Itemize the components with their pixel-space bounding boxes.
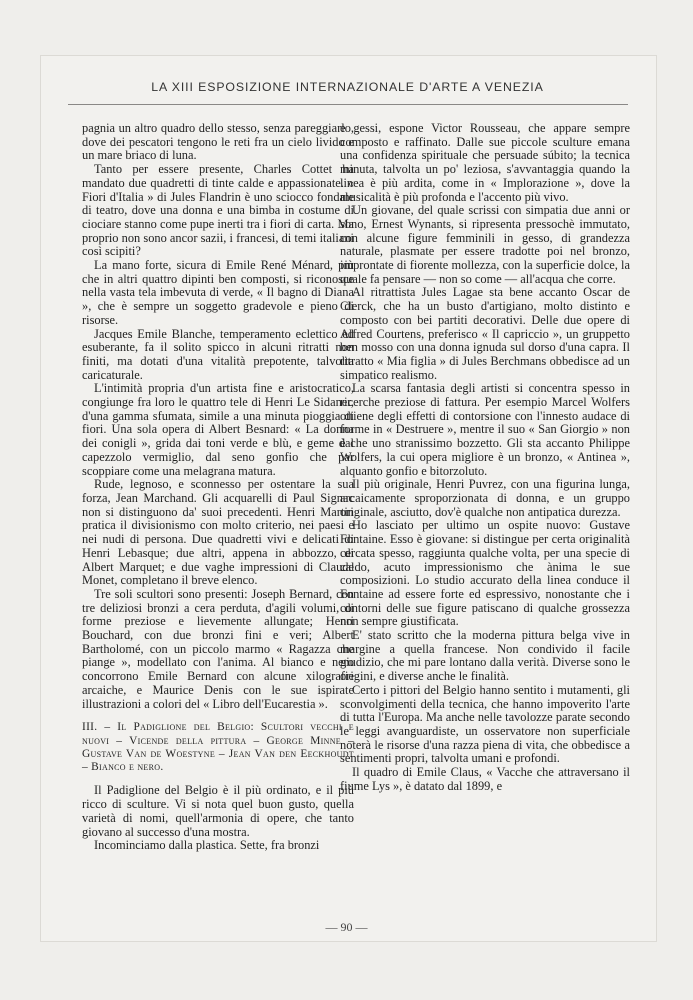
paragraph: Incominciamo dalla plastica. Sette, fra bronzi (94, 838, 320, 853)
paragraph: L'intimità propria d'un artista fine e aristocratico, congiunge fra loro le quattro tele di Henri Le Sidaner, d'una gamma sfumata, simile a una minuta pioggia di fiori. Una sola opera di Albert Besnard: « La donna dei conigli », grida dai toni verde e blù, e geme dal capezzolo vermiglio, dal seno gonfio che par scoppiare come una melagrana matura. (82, 381, 354, 478)
paragraph: Il più originale, Henri Puvrez, con una figurina lunga, arcaicamente sproporzionata di donna, e un gruppo originale, asciutto, dov'è qualche non antipatica durezza. (340, 477, 630, 519)
running-header: LA XIII ESPOSIZIONE INTERNAZIONALE D'ARTE A VENEZIA (151, 80, 544, 94)
left-column (82, 122, 354, 853)
page-number: — 90 — (325, 920, 368, 934)
paragraph: E' stato scritto che la moderna pittura belga vive in margine a quella francese. Non condivido il facile giudizio, che mi pare lontano dalla verità. Diverse sono le origini, e diverse anche le finalità. (340, 628, 630, 684)
right-column (340, 122, 630, 793)
paragraph: Un giovane, del quale scrissi con simpatia due anni or sono, Ernest Wynants, si ripresenta pressochè immutato, con alcune figure femminili in gesso, di grandezza naturale, plasmate per essere tradotte poi nel bronzo, improntate di fiorente mollezza, con la superficie dolce, la quale fa pensare — non so come — all'acqua che corre. (340, 203, 630, 286)
paragraph: Il quadro di Emile Claus, « Vacche che attraversano il fiume Lys », è datato dal 1899, e (340, 765, 630, 793)
paragraph: Al ritrattista Jules Lagae sta bene accanto Oscar de Clerck, che ha un busto d'artigiano, molto distinto e composto con bei partiti decorativi. Delle due opere di Alfred Courtens, preferisco « Il capriccio », un gruppetto ben mosso con una donna ignuda sul dorso d'una capra. Il ritratto « Mia figlia » di Jules Berchmans obbedisce ad un simpatico realismo. (340, 285, 630, 382)
header-rule (68, 104, 628, 105)
paragraph: Il Padiglione del Belgio è il più ordinato, e il più ricco di sculture. Vi si nota quel buon gusto, quella varietà di nomi, quell'armonia di opere, che tanto giovano al successo d'una mostra. (82, 783, 354, 839)
paragraph: Jacques Emile Blanche, temperamento eclettico ed esuberante, fa il solito spicco in alcuni ritratti non finiti, ma dotati d'una vitalità prepotente, talvolta caricaturale. (82, 326, 354, 382)
paragraph: pagnia un altro quadro dello stesso, senza pareggiarlo, dove dei pescatori tengono le reti fra un cielo livido e un mare briaco di luna. (82, 121, 354, 163)
paragraph: Certo i pittori del Belgio hanno sentito i mutamenti, gli sconvolgimenti della tecnica, che hanno impoverito l'arte di tutta l'Europa. Ma anche nelle tavolozze parate secondo le leggi avanguardiste, un osservatore non superficiale noterà le risorse d'una razza piena di vita, che obbedisce a sentimenti propri, talvolta umani e profondi. (340, 682, 630, 766)
paragraph: e gessi, espone Victor Rousseau, che appare sempre composto e raffinato. Dalle sue piccole sculture emana una confidenza spirituale che persuade súbito; la tecnica minuta, talvolta un po' leziosa, s'avvantaggia quando la linea è più ardita, come in « Implorazione », dove la musicalità è più profonda e l'accento più vivo. (340, 121, 630, 204)
paragraph: Tre soli scultori sono presenti: Joseph Bernard, con tre deliziosi bronzi a cera perduta, d'agili volumi, di forme preziose e lievemente allungate; Henri Bouchard, con due bronzi fini e veri; Albert Bartholomé, con un piccolo marmo « Ragazza che piange », modellato con l'anima. Al bianco e nero concorrono Emile Bernard con alcune xilografie arcaiche, e Maurice Denis con le sue ispirate illustrazioni a colori del « Libro dell'Eucarestia ». (82, 586, 354, 711)
paragraph: La scarsa fantasia degli artisti si concentra spesso in ricerche preziose di fattura. Per esempio Marcel Wolfers ottiene degli effetti di contorsione con l'innesto audace di forme in « Destruere », mentre il suo « San Giorgio » non è che uno stranissimo bozzetto. Gli sta accanto Philippe Wolfers, la cui opera migliore è un bronzo, « Antinea », alquanto gonfio e bitorzoluto. (340, 381, 630, 478)
section-heading: III. – Il Padiglione del Belgio: Scultori vecchi e nuovi – Vicende della pittura – George Minne – Gustave Van de Woestyne – Jean Van den Eeckhoudt – Bianco e nero. (82, 721, 354, 774)
paragraph: Rude, legnoso, e sconnesso per ostentare la sua forza, Jean Marchand. Gli acquarelli di Paul Signac non si distinguono da' suoi precedenti. Henri Martin pratica il divisionismo con molto criterio, nei paesi e nei nudi di persona. Due quadretti vivi e delicati di Henri Lebasque; due altri, appena in abbozzo, di Albert Marquet; e due vaghe impressioni di Claude Monet, completano il breve elenco. (82, 477, 354, 588)
paragraph: Ho lasciato per ultimo un ospite nuovo: Gustave Fontaine. Esso è giovane: si distingue per certa originalità cercata spesso, raggiunta qualche volta, per una specie di caldo, acuto impressionismo che ànima le sue composizioni. Lo studio accurato della linea conduce il Fontaine ad essere forte ed espressivo, nonostante che i contorni delle sue figure patiscano di qualche grossezza non sempre giustificata. (340, 518, 630, 629)
paragraph: Tanto per essere presente, Charles Cottet ha mandato due quadretti di tinte calde e appassionate. « Fiori d'Italia » di Jules Flandrin è uno sciocco fondale di teatro, dove una donna e una bimba in costume di ciociare stanno come pupe inerti tra i fiori di carta. Ma proprio non sono ancor sazii, i francesi, di temi italiani così scipiti? (82, 162, 354, 259)
paragraph: La mano forte, sicura di Emile René Ménard, più che in altri quattro dipinti ben composti, si riconosce nella vasta tela imbevuta di verde, « Il bagno di Diana », che è sempre un soggetto gradevole e pieno di risorse. (82, 258, 354, 327)
